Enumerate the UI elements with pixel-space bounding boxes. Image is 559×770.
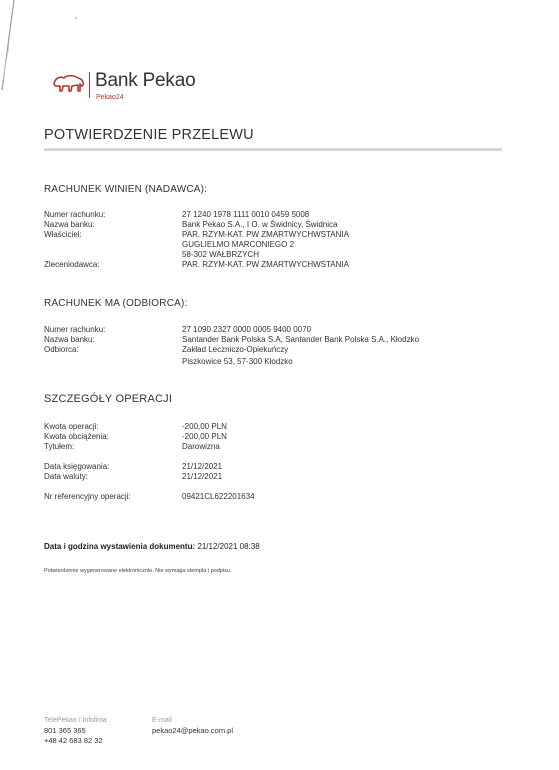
- footer-phone: [44, 716, 107, 746]
- sender-account-label: Numer rachunku:: [44, 210, 106, 219]
- amount-value: -200,00 PLN: [182, 422, 227, 431]
- email-address[interactable]: pekao24@pekao.com.pl: [152, 726, 233, 735]
- sender-orderer-value: PAR. RZYM-KAT. PW ZMARTWYCHWSTANIA: [182, 260, 349, 269]
- sender-bank-value: Bank Pekao S.A., I O. w Świdnicy, Świdnica: [182, 220, 338, 229]
- logo-divider: [89, 72, 90, 98]
- issue-datetime-value: 21/12/2021 08:38: [197, 542, 260, 551]
- value-date-label: Data waluty:: [44, 472, 89, 481]
- footer-email: [152, 716, 233, 736]
- transfer-title-value: Darowizna: [182, 442, 220, 451]
- sender-bank-label: Nazwa banku:: [44, 220, 95, 229]
- sender-owner-line: PAR. RZYM-KAT. PW ZMARTWYCHWSTANIA: [182, 230, 349, 239]
- phone-number-intl: +48 42 683 82 32: [44, 736, 103, 745]
- electronic-confirmation-note: Potwierdzenie wygenerowane elektronicznie. Nie wymaga stempla i podpisu.: [44, 568, 232, 574]
- recipient-name-line: Zakład Leczniczo-Opiekuńczy: [182, 345, 289, 354]
- reference-value: 09421CL622201634: [182, 492, 255, 501]
- recipient-account-value: 27 1090 2327 0000 0005 9400 0070: [182, 325, 312, 334]
- email-label: E-mail: [152, 717, 172, 724]
- recipient-bank-label: Nazwa banku:: [44, 335, 95, 344]
- transfer-title-label: Tytułem:: [44, 442, 75, 451]
- charge-label: Kwota obciążenia:: [44, 432, 109, 441]
- recipient-bank-value: Santander Bank Polska S.A, Santander Bank Polska S.A., Kłodzko: [182, 335, 420, 344]
- bank-name: Bank Pekao: [95, 70, 196, 91]
- value-date-value: 21/12/2021: [182, 472, 223, 481]
- sender-owner-line: 58-302 WAŁBRZYCH: [182, 250, 260, 259]
- amount-label: Kwota operacji:: [44, 422, 99, 431]
- bank-subbrand: Pekao24: [96, 94, 124, 101]
- page-title: POTWIERDZENIE PRZELEWU: [44, 127, 254, 143]
- title-divider: [44, 148, 502, 151]
- sender-heading: RACHUNEK WINIEN (NADAWCA):: [44, 184, 208, 195]
- recipient-heading: RACHUNEK MA (ODBIORCA):: [44, 298, 188, 309]
- details-heading: SZCZEGÓŁY OPERACJI: [44, 393, 173, 405]
- sender-orderer-label: Zleceniodawca:: [44, 260, 100, 269]
- sender-owner-line: GUGLIELMO MARCONIEGO 2: [182, 240, 295, 249]
- phone-number: 801 365 365: [44, 726, 86, 735]
- sender-owner-label: Właściciel:: [44, 230, 82, 239]
- recipient-address-line: Piszkowice 53, 57-300 Kłodzko: [182, 357, 293, 366]
- reference-label: Nr referencyjny operacji:: [44, 492, 131, 501]
- recipient-account-label: Numer rachunku:: [44, 325, 106, 334]
- booking-date-value: 21/12/2021: [182, 462, 223, 471]
- issue-datetime: [44, 542, 260, 551]
- charge-value: -200,00 PLN: [182, 432, 227, 441]
- booking-date-label: Data księgowania:: [44, 462, 110, 471]
- recipient-name-label: Odbiorca:: [44, 345, 79, 354]
- bison-logo-icon: [52, 72, 86, 94]
- phone-label: TelePekao / Infolinia: [44, 717, 107, 724]
- sender-account-value: 27 1240 1978 1111 0010 0459 5008: [182, 210, 310, 219]
- issue-datetime-label: Data i godzina wystawienia dokumentu:: [44, 542, 196, 551]
